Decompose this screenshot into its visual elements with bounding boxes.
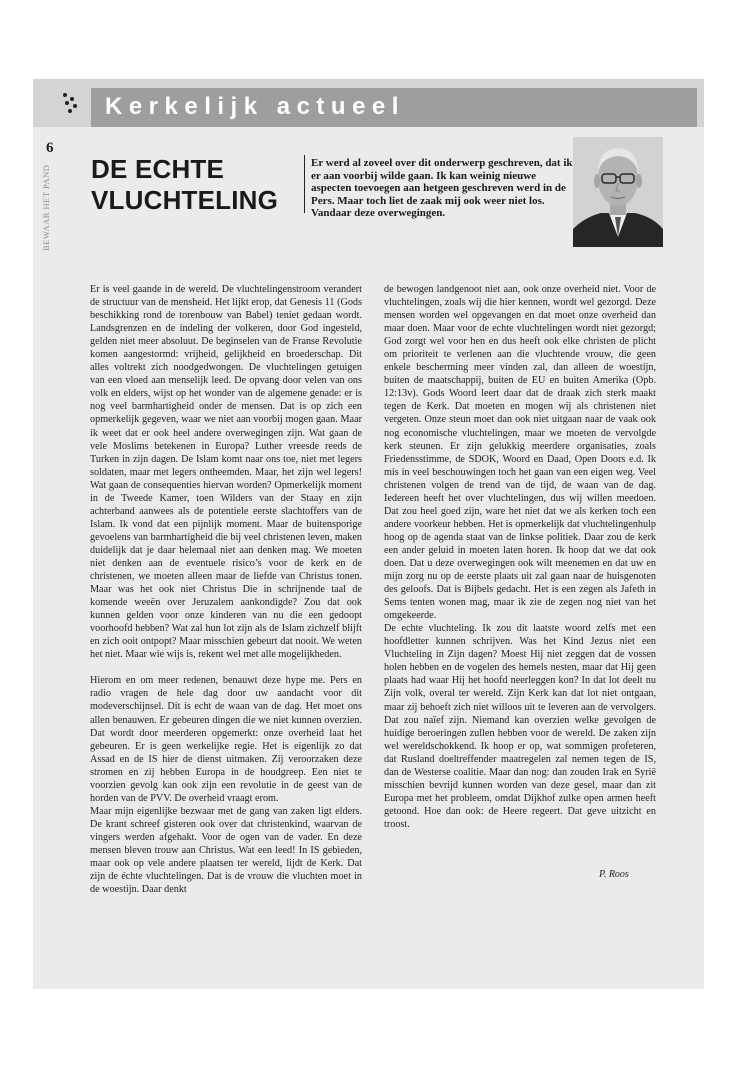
page-number: 6 [46,140,54,156]
paragraph: De echte vluchteling. Ik zou dit laatste woord zelfs met een hoofdletter kunnen schrijven. Was het Kind Jezus niet een Vluchteling in Zijn dagen? Moest Hij niet zeggen dat de vossen holen hebben en de vogelen des hemels nesten, maar dat Hij geen plaats had waar Hij het hoofd neerleggen kon? In dat lot deelt nu Zijn volk, overal ter wereld. Zijn Kerk kan dat lot niet ontgaan, maar zij behoeft zich niet willoos uit te leveren aan de vervolgers. Dat zou naïef zijn. Niemand kan overzien welke gevolgen de huidige beroeringen zullen hebben voor de wereld. De zaken zijn wel wereldschokkend. Ik hoop er op, wat sommigen profeteren, dat Rusland doeltreffender maatregelen zal nemen tegen de IS, dan de Westerse coalitie. Maar dan nog: dan zouden Irak en Syrië misschien bevrijd kunnen worden van deze gesel, maar dan zit Europa met het probleem, omdat Dijkhof zulke open armen heeft getoond. Hoe dan ook: de Heere regeert. Dat geve uitzicht en troost. [384,623,656,830]
article-intro: Er werd al zoveel over dit onderwerp geschreven, dat ik er aan voorbij wilde gaan. Ik kan weinig nieuwe aspecten toevoegen aan hetgeen geschreven werd in de Pers. Maar toch liet de zaak mij ook weer niet los. Vandaar deze overwegingen. [311,157,573,219]
author-signature: P. Roos [599,869,629,880]
section-header [33,79,704,127]
section-title-band [91,88,697,127]
intro-divider [304,155,305,213]
section-title: Kerkelijk actueel [105,93,405,120]
dots-icon [63,91,83,115]
paragraph: de bewogen landgenoot niet aan, ook onze overheid niet. Voor de vluchtelingen, zoals wij die hier kennen, wordt wel gezorgd. Deze mensen worden wel opgevangen en dat moet onze overheid dan maar doen. Maar voor de echte vluchtelingen wordt niet gezorgd; God zorgt wel voor hen en dus heeft ook elke christen de plicht om prioriteit te verlenen aan die vluchtende vrouw, die geen enkele bescherming meer vinden zal, dan alleen de woestijn, buiten de maatschappij, buiten de EU en buiten Amerika (Opb. 12:13v). Gods Woord leert daar dat de draak zich sterk maakt tegen de Kerk. Dat moeten en mogen wij als christenen niet vergeten. Onze steun moet dan ook niet uitgaan naar de vaak ook nog economische vluchtelingen, maar we moeten de vervolgde kerk steunen. Er zijn gelukkig meerdere organisaties, zoals Friedensstimme, de SDOK, Woord en Daad, Open Doors e.d. Ik mis in veel beschouwingen toch het gaan van een eigen weg. Veel christenen volgen de trend van de tijd, de waan van de dag. Iedereen heeft het over vluchtelingen, dus wij willen meedoen. Dat zou heel goed zijn, ware het niet dat we als kerken toch een andere voorkeur hebben. Het is opmerkelijk dat vluchtelingenhulp hoog op de agenda staat van de linkse politiek. Daar zou de kerk een ander geluid in moeten laten horen. Ik hoop dat we dat ook doen. Dat u deze overwegingen ook wilt meenemen en dat uw en mijn zorg nu op de eerste plaats uit zal gaan naar de huisgenoten des geloofs. Dat is Bijbels gedacht. Het is een zegen als Jafeth in Sems tenten wonen mag, maar ik zie de zegen nog niet van het omgekeerde. [384,284,656,622]
article-column-left [90,283,362,896]
paragraph: Maar mijn eigenlijke bezwaar met de gang van zaken ligt elders. De krant schreef gisteren ook over dat christenkind, waarvan de vingers werden afgehakt. Voor de ogen van de vader. En deze mensen bleven trouw aan Christus. Wat een leed! In IS gebieden, maar ook op vele andere plaatsen ter wereld, lijdt de Kerk. Dat zijn de échte vluchtelingen. Dat is de vrouw die vluchten moet in de woestijn. Daar denkt [90,805,362,896]
side-text: BEWAAR HET PAND [41,164,51,251]
page-background [33,79,704,989]
article-headline: DE ECHTE VLUCHTELING [91,154,279,215]
article-column-right [384,283,656,831]
paragraph: Hierom en om meer redenen, benauwt deze hype me. Pers en radio vragen de hele dag door uw aandacht voor dit modeverschijnsel. Dit is echt de waan van de dag. Het moet ons allen benauwen. Er gebeuren dingen die we niet kunnen overzien. Dat wordt door meerderen opgemerkt: onze overheid laat het gebeuren. Er is geen werkelijke regie. Het is eigenlijk zo dat Assad en de IS hier de dienst uitmaken. Zij veroorzaken deze stromen en zij hebben Europa in de houdgreep. Een niet te voorzien gevolg kan ook zijn een revolutie in de geest van de horden van de PVV. De overheid vraagt erom. [90,675,362,804]
paragraph: Er is veel gaande in de wereld. De vluchtelingenstroom verandert de structuur van de mensheid. Het lijkt erop, dat Genesis 11 (Gods beschikking rond de torenbouw van Babel) teniet gedaan wordt. Landsgrenzen en de indeling der volkeren, door God ingesteld, gelden niet meer absoluut. De beginselen van de Franse Revolutie komen aangestormd: vrijheid, gelijkheid en broederschap. Dit alles voltrekt zich noodgedwongen. De vluchtelingen getuigen van een vloed aan menselijk leed. De opvang door velen van ons volk en elders, wijst op het wonder van de algemene genade: er is nog veel barmhartigheid onder de mensen. Dat is op zich een opmerkelijk gegeven, waar we niet aan voorbij mogen gaan. Maar ik weet dat er ook heel andere overwegingen zijn. Wat gaan de vele Moslims betekenen in Europa? Luther vreesde reeds de Turken in zijn dagen. De Islam komt naar ons toe, niet met legers soldaten, maar met legers ontheemden. Maar, het zijn wel legers! Wat gaan de consequenties hiervan worden? Opmerkelijk moment in de Tweede Kamer, toen Wilders van der Staay en zijn achterband aanwees als de potentiele eerste slachtoffers van de Islam. Ik vond dat een pijnlijk moment. Maar de buitensporige gevoelens van barmhartigheid die bij veel christenen leven, maken duidelijk dat je daar helemaal niet aan denken mag. We moeten niet denken aan de eventuele risico’s voor de kerk en de christenen, we moeten alleen maar de liefde van Christus tonen. Maar was het ook niet Christus Die in schrijnende taal de komende weeën over Jeruzalem aankondigde? Zou dat ook kunnen gelden voor onze kinderen van nu die een gedoopt voorhoofd hebben? Wat zal hun lot zijn als de Islam zichzelf blijft en zich ooit ontpopt? Maar misschien gebeurt dat nooit. We weten het niet. Maar wie wijs is, rekent wel met alle mogelijkheden. [90,284,362,661]
author-portrait [573,137,663,247]
